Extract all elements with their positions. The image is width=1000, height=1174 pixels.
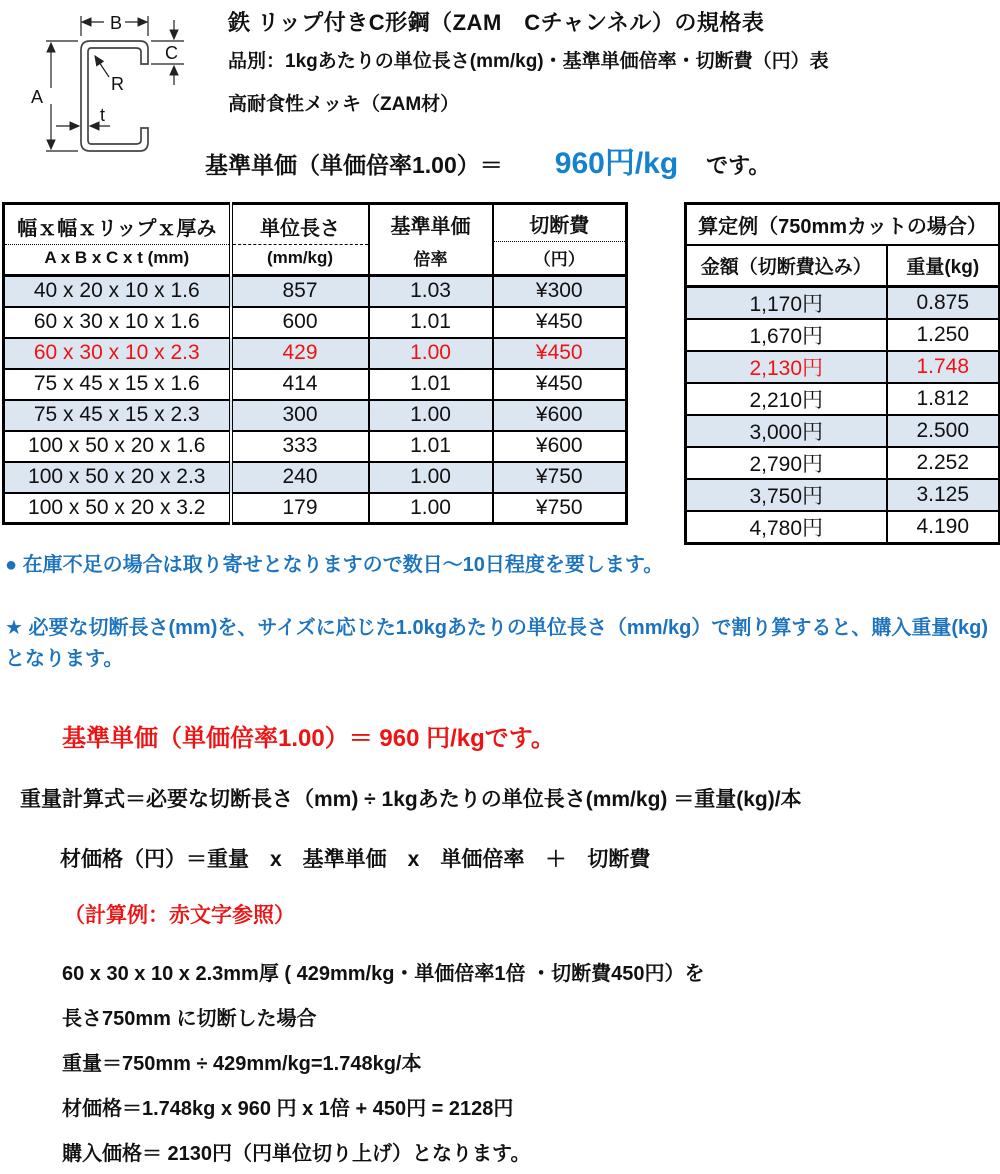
spec-unit-length: 240 xyxy=(231,462,369,493)
spec-row xyxy=(4,400,627,431)
calc-row xyxy=(686,415,1000,447)
spec-row xyxy=(4,462,627,493)
spec-row xyxy=(4,276,627,307)
spec-row xyxy=(4,369,627,400)
calc-row xyxy=(686,511,1000,544)
example-reference-note: （計算例：赤文字参照） xyxy=(64,904,295,927)
c-channel-outline xyxy=(81,41,148,151)
spec-unit-length: 857 xyxy=(231,276,369,307)
dim-label-t: t xyxy=(100,105,106,125)
spec-size: 100 x 50 x 20 x 1.6 xyxy=(4,431,231,462)
spec-col-unitlength-header: 単位長さ (mm/kg) xyxy=(231,204,369,276)
calc-row xyxy=(686,447,1000,479)
calc-amount: 2,790円 xyxy=(686,447,887,479)
calc-weight: 4.190 xyxy=(887,511,1000,544)
calc-amount: 2,130円 xyxy=(686,351,887,383)
spec-ratio: 1.03 xyxy=(369,276,493,307)
spec-ratio: 1.01 xyxy=(369,307,493,338)
spec-cut-fee: ¥600 xyxy=(493,431,627,462)
c-channel-diagram xyxy=(18,4,218,166)
weight-calc-note: ★ 必要な切断長さ(mm)を、サイズに応じた1.0kgあたりの単位長さ（mm/kg）で割り算すると、購入重量(kg)となります。 xyxy=(5,617,989,670)
dim-label-c: C xyxy=(165,43,178,63)
calc-amount: 3,750円 xyxy=(686,479,887,511)
example-line-spec: 60 x 30 x 10 x 2.3mm厚 ( 429mm/kg・単価倍率1倍 ・切断費450円）を xyxy=(62,963,705,985)
calc-weight: 2.252 xyxy=(887,447,1000,479)
calc-weight: 3.125 xyxy=(887,479,1000,511)
spec-unit-length: 300 xyxy=(231,400,369,431)
base-price-prefix: 基準単価（単価倍率1.00）＝ xyxy=(205,152,503,178)
spec-table xyxy=(2,202,628,525)
calc-amount: 1,670円 xyxy=(686,319,887,351)
spec-unit-length: 414 xyxy=(231,369,369,400)
page-title: 鉄 リップ付きC形鋼（ZAM Cチャンネル）の規格表 xyxy=(228,10,765,35)
calc-col-amount-header: 金額（切断費込み） xyxy=(686,245,887,287)
calc-weight: 0.875 xyxy=(887,287,1000,320)
page-subtitle: 品別：1kgあたりの単位長さ(mm/kg)・基準単価倍率・切断費（円）表 xyxy=(228,51,829,72)
spec-cut-fee: ¥300 xyxy=(493,276,627,307)
price-formula: 材価格（円）＝重量 x 基準単価 x 単価倍率 ＋ 切断費 xyxy=(60,848,651,871)
calc-row xyxy=(686,319,1000,351)
calc-table-title: 算定例（750mmカットの場合） xyxy=(686,204,1000,246)
calc-example-table xyxy=(684,202,1000,545)
spec-size: 100 x 50 x 20 x 3.2 xyxy=(4,493,231,524)
calc-amount: 4,780円 xyxy=(686,511,887,544)
spec-row xyxy=(4,493,627,524)
base-price-value: 960円/kg xyxy=(554,147,679,180)
spec-ratio: 1.00 xyxy=(369,462,493,493)
spec-col-ratio-header: 基準単価 倍率 xyxy=(369,204,493,276)
spec-unit-length: 333 xyxy=(231,431,369,462)
calc-row-highlighted xyxy=(686,351,1000,383)
spec-unit-length: 600 xyxy=(231,307,369,338)
dim-label-a: A xyxy=(31,87,44,107)
spec-unit-length: 179 xyxy=(231,493,369,524)
spec-unit-length: 429 xyxy=(231,338,369,369)
example-line-price: 材価格＝1.748kg x 960 円 x 1倍 + 450円 = 2128円 xyxy=(62,1098,514,1120)
calc-weight: 2.500 xyxy=(887,415,1000,447)
calc-row xyxy=(686,479,1000,511)
stock-note: ● 在庫不足の場合は取り寄せとなりますので数日～10日程度を要します。 xyxy=(5,554,664,576)
example-line-cut: 長さ750mm に切断した場合 xyxy=(62,1008,317,1030)
calc-col-weight-header: 重量(kg) xyxy=(887,245,1000,287)
calc-weight: 1.812 xyxy=(887,383,1000,415)
spec-ratio: 1.00 xyxy=(369,493,493,524)
spec-row xyxy=(4,307,627,338)
base-price-suffix: です。 xyxy=(706,153,771,178)
weight-formula: 重量計算式＝必要な切断長さ（mm) ÷ 1kgあたりの単位長さ(mm/kg) ＝重量(kg)/本 xyxy=(20,788,802,811)
base-price-red-heading: 基準単価（単価倍率1.00）＝ 960 円/kgです。 xyxy=(62,725,555,752)
spec-size: 75 x 45 x 15 x 2.3 xyxy=(4,400,231,431)
spec-col-cutfee-header: 切断費 （円） xyxy=(493,204,627,276)
spec-cut-fee: ¥450 xyxy=(493,307,627,338)
material-note: 高耐食性メッキ（ZAM材） xyxy=(228,94,460,115)
spec-size: 75 x 45 x 15 x 1.6 xyxy=(4,369,231,400)
title-block xyxy=(228,6,829,116)
calc-amount: 3,000円 xyxy=(686,415,887,447)
spec-ratio: 1.01 xyxy=(369,431,493,462)
base-price-line xyxy=(205,138,770,182)
spec-ratio: 1.00 xyxy=(369,338,493,369)
spec-size: 60 x 30 x 10 x 1.6 xyxy=(4,307,231,338)
spec-ratio: 1.01 xyxy=(369,369,493,400)
spec-ratio: 1.00 xyxy=(369,400,493,431)
spec-cut-fee: ¥450 xyxy=(493,369,627,400)
spec-row xyxy=(4,431,627,462)
dim-label-b: B xyxy=(110,13,123,33)
spec-size: 40 x 20 x 10 x 1.6 xyxy=(4,276,231,307)
spec-cut-fee: ¥600 xyxy=(493,400,627,431)
calc-weight: 1.748 xyxy=(887,351,1000,383)
example-line-purchase: 購入価格＝ 2130円（円単位切り上げ）となります。 xyxy=(62,1143,531,1165)
calc-row xyxy=(686,287,1000,320)
spec-row-highlighted xyxy=(4,338,627,369)
calc-weight: 1.250 xyxy=(887,319,1000,351)
spec-size: 100 x 50 x 20 x 2.3 xyxy=(4,462,231,493)
calc-amount: 2,210円 xyxy=(686,383,887,415)
calc-amount: 1,170円 xyxy=(686,287,887,320)
spec-cut-fee: ¥750 xyxy=(493,493,627,524)
spec-cut-fee: ¥750 xyxy=(493,462,627,493)
calc-row xyxy=(686,383,1000,415)
spec-cut-fee: ¥450 xyxy=(493,338,627,369)
dim-label-r: R xyxy=(111,74,124,94)
example-line-weight: 重量＝750mm ÷ 429mm/kg=1.748kg/本 xyxy=(62,1053,422,1075)
spec-size: 60 x 30 x 10 x 2.3 xyxy=(4,338,231,369)
worked-example xyxy=(62,952,704,1174)
spec-col-size-header: 幅ｘ幅ｘリップｘ厚み A x B x C x t (mm) xyxy=(4,204,231,276)
